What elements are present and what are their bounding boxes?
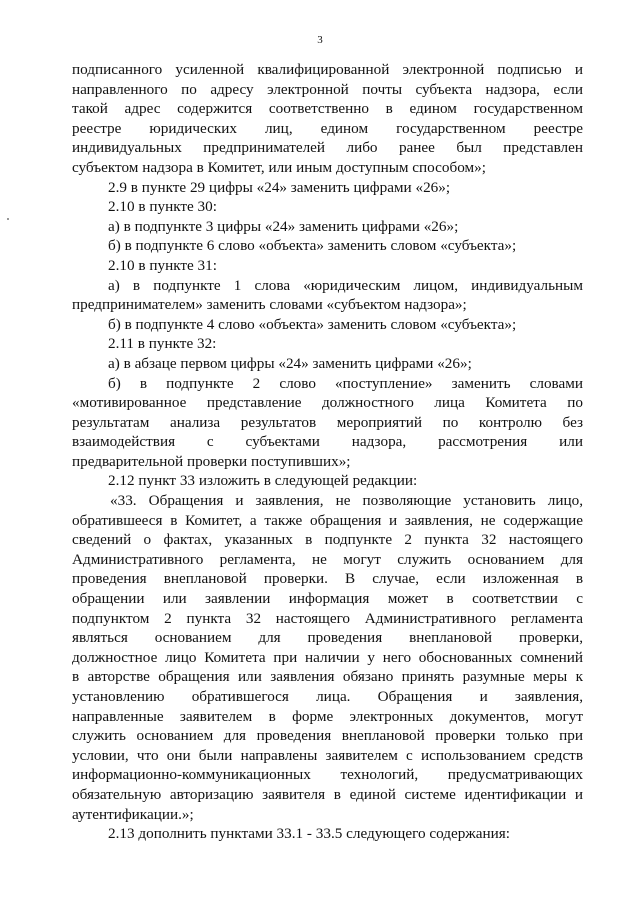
text-line: 2.12 пункт 33 изложить в следующей редакции: bbox=[108, 472, 418, 490]
text-line: сведений о фактах, указанных в подпункте 2 пункта 32 настоящего bbox=[72, 531, 583, 549]
text-line: обратившееся в Комитет, а также обращения и заявления, не содержащие bbox=[72, 511, 583, 529]
text-line: обязательную авторизацию заявителя в единой системе идентификации и bbox=[72, 785, 583, 803]
text-line: 2.10 в пункте 31: bbox=[108, 256, 217, 274]
text-line: б) в подпункте 2 слово «поступление» заменить словами bbox=[108, 374, 583, 392]
text-line: являться основанием для проведения внеплановой проверки, bbox=[72, 629, 583, 647]
text-line: подписанного усиленной квалифицированной электронной подписью и bbox=[72, 61, 583, 78]
margin-mark bbox=[7, 218, 9, 220]
text-line: служить основанием для проведения внеплановой проверки только при bbox=[72, 727, 583, 745]
text-line: обращении или заявлении информация может в соответствии с bbox=[72, 590, 583, 608]
text-line: 2.9 в пункте 29 цифры «24» заменить цифрами «26»; bbox=[108, 178, 451, 196]
text-line: проведения внеплановой проверки. В случае, если изложенная в bbox=[72, 570, 583, 588]
text-line: предпринимателем» заменить словами «субъектом надзора»; bbox=[72, 296, 467, 314]
text-line: условии, что они были направлены заявителем с использованием средств bbox=[72, 746, 583, 764]
document-body bbox=[72, 60, 583, 844]
text-line: подпунктом 2 пункта 32 настоящего Административного регламента bbox=[72, 609, 583, 627]
page-number: 3 bbox=[317, 34, 323, 46]
text-line: предварительной проверки поступивших»; bbox=[72, 452, 351, 470]
text-line: взаимодействия с субъектами надзора, рассмотрения или bbox=[72, 433, 583, 451]
text-line: «33. Обращения и заявления, не позволяющие установить лицо, bbox=[110, 492, 583, 510]
text-line: 2.10 в пункте 30: bbox=[108, 198, 217, 216]
text-line: б) в подпункте 6 слово «объекта» заменить словом «субъекта»; bbox=[108, 237, 517, 255]
text-line: в авторстве обращения или заявления обязано принять разумные меры к bbox=[72, 668, 583, 686]
text-line: направленные заявителем в форме электронных документов, могут bbox=[72, 707, 583, 725]
text-line: результатам анализа результатов мероприятий по контролю без bbox=[72, 413, 583, 431]
text-line: субъектом надзора в Комитет, или иным доступным способом»; bbox=[72, 158, 486, 176]
text-line: должностное лицо Комитета при наличии у него обоснованных сомнений bbox=[72, 648, 583, 666]
text-line: 2.11 в пункте 32: bbox=[108, 335, 217, 353]
text-line: а) в абзаце первом цифры «24» заменить цифрами «26»; bbox=[108, 354, 472, 372]
text-line: б) в подпункте 4 слово «объекта» заменить словом «субъекта»; bbox=[108, 315, 517, 333]
text-line: установлению обратившегося лица. Обращения и заявления, bbox=[72, 688, 583, 705]
text-line: 2.13 дополнить пунктами 33.1 - 33.5 следующего содержания: bbox=[108, 825, 511, 843]
text-line: индивидуальных предпринимателей либо ранее был представлен bbox=[72, 139, 583, 157]
text-line: а) в подпункте 3 цифры «24» заменить цифрами «26»; bbox=[108, 217, 459, 235]
text-line: направленного по адресу электронной почты субъекта надзора, если bbox=[72, 80, 583, 98]
text-line: реестре юридических лиц, едином государственном реестре bbox=[72, 119, 583, 137]
text-line: такой адрес содержится соответственно в едином государственном bbox=[72, 100, 583, 118]
text-line: Административного регламента, не могут служить основанием для bbox=[72, 550, 583, 568]
text-line: «мотивированное представление должностного лица Комитета по bbox=[72, 394, 583, 412]
text-line: а) в подпункте 1 слова «юридическим лицом, индивидуальным bbox=[108, 276, 583, 294]
text-line: аутентификации.»; bbox=[72, 805, 194, 823]
text-line: информационно-коммуникационных технологий, предусматривающих bbox=[72, 766, 583, 784]
